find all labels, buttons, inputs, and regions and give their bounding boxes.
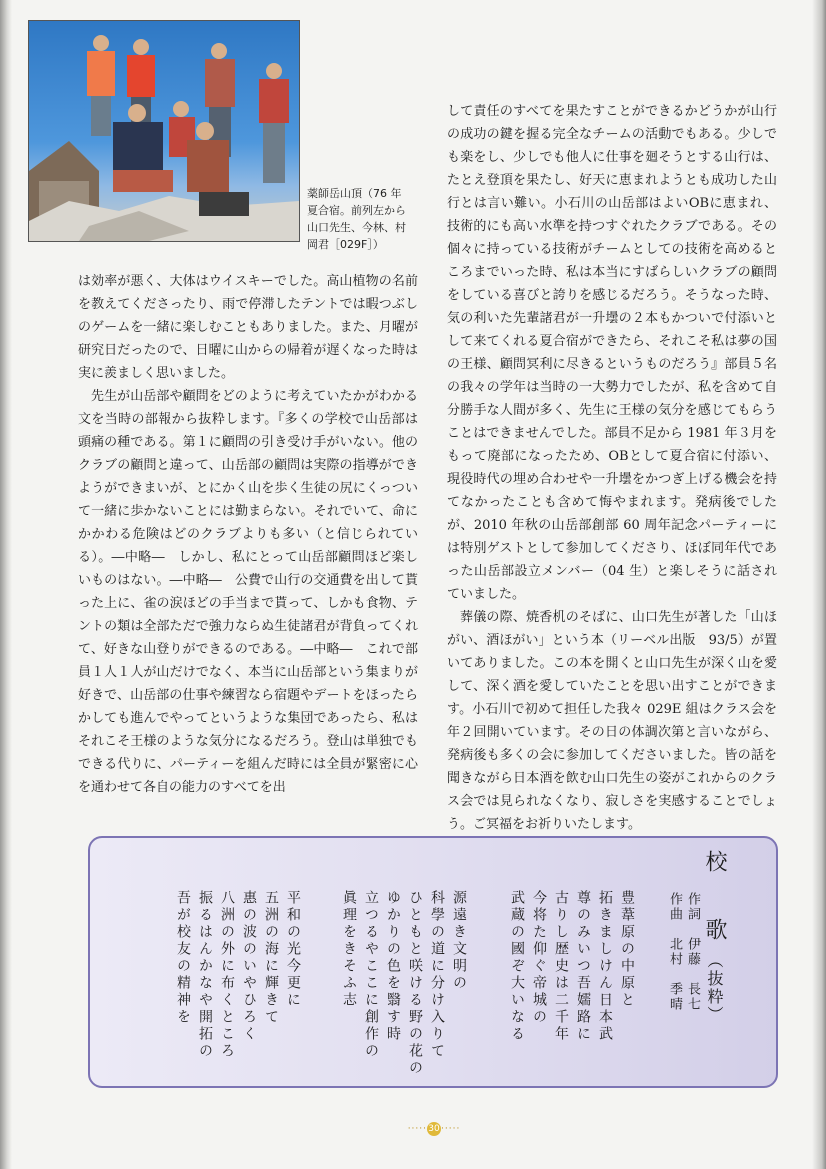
song-line: 豊葦原の中原と	[619, 890, 635, 1009]
page-number-ornament: ·····	[407, 1124, 427, 1134]
song-line: 振るはんかなや開拓の	[197, 890, 213, 1060]
page-binding-edge	[0, 0, 12, 1169]
song-composer: 作曲 北村 季晴	[667, 892, 682, 1012]
song-line: 源遠き文明の	[451, 890, 467, 992]
body-paragraph: して責任のすべてを果たすことができるかどうかが山行の成功の鍵を握る完全なチームの活動でもある。少しでも楽をし、少しでも他人に仕事を廻そうとする山行は、たとえ登頂を果たし、好天に恵まれようとも成功した山行とは言い難い。小石川の山岳部はよいOBに恵まれ、技術的にも高い水準を持つすぐれたクラブである。その個々に持っている技術がチームとしての技術を高めるところまでいった時、私は本当にすばらしいクラブの顧問をしている喜びと誇りを感じるだろう。そうなった時、気の利いた先輩諸君が一升壜の２本もかついで付添いとして来てくれる夏合宿ができたら、それこそ私は夢の国の王様、顧問冥利に尽きるというものだろう』部員５名の我々の学年は当時の一大勢力でしたが、私を含めて自分勝手な人間が多く、先生に王様の気分を感じてもらうことはできませんでした。部員不足から 1981 年３月をもって廃部になったため、OBとして夏合宿に付添い、現役時代の埋め合わせや一升壜をかつぎ上げる機会を持てなかったことも含めて悔やまれます。発病後でしたが、2010 年秋の山岳部創部 60 周年記念パーティーには特別ゲストとして参加してくださり、ほぼ同年代であった山岳部設立メンバー（04 生）と楽しそうに話されていました。	[447, 104, 777, 602]
song-line: 眞理をきそふ志	[341, 890, 357, 1009]
photo-illustration	[29, 21, 299, 241]
song-line: 五洲の海に輝きて	[263, 890, 279, 1026]
photo-caption	[307, 185, 437, 253]
song-line: 尊のみいつ吾嬬路に	[575, 890, 591, 1043]
song-line: 古りし歴史は二千年	[553, 890, 569, 1043]
page-right-edge	[812, 0, 826, 1169]
page-number-ornament: ·····	[441, 1124, 461, 1134]
body-paragraph: は効率が悪く、大体はウイスキーでした。高山植物の名前を教えてくださったり、雨で停滞したテントでは暇つぶしのゲームを一緒に楽しむこともありました。また、月曜が研究日だったので、日曜に山からの帰着が遅くなった時は実に羨ましく思いました。	[78, 274, 418, 381]
song-line: ゆかりの色を翳す時	[385, 890, 401, 1043]
song-title-text: 校 歌	[702, 850, 727, 952]
song-lyricist: 作詞 伊藤 長七	[685, 892, 700, 1012]
song-line: 平和の光今更に	[285, 890, 301, 1009]
summit-group-photo	[28, 20, 300, 242]
body-paragraph: 葬儀の際、焼香机のそばに、山口先生が著した「山ほがい、酒ほがい」という本（リーベル出版 93/5）が置いてありました。この本を開くと山口先生が深く山を愛して、深く酒を愛していたことを思い出すことができます。小石川で初めて担任した我々 029E 組はクラス会を年２回開いています。その日の体調次第と言いながら、発病後も多くの会に参加してくださいました。皆の話を聞きながら日本酒を飲む山口先生の姿がこれからのクラス会では見られなくなり、寂しさを実感することでしょう。ご冥福をお祈りいたします。	[447, 610, 777, 832]
caption-line: 薬師岳山頂（76 年	[307, 187, 402, 200]
song-line: 今将た仰ぐ帝城の	[531, 890, 547, 1026]
song-line: 武蔵の國ぞ大いなる	[509, 890, 525, 1043]
caption-line: 夏合宿。前列左から	[307, 204, 406, 217]
right-text-column	[447, 100, 777, 836]
song-line: 吾が校友の精神を	[175, 890, 191, 1026]
caption-line: 山口先生、今林、村	[307, 221, 406, 234]
song-line: 拓きましけん日本武	[597, 890, 613, 1043]
song-line: 科學の道に分け入りて	[429, 890, 445, 1060]
school-song-title	[700, 850, 730, 1024]
song-line: 立つるやここに創作の	[363, 890, 379, 1060]
body-paragraph: 先生が山岳部や顧問をどのように考えていたかがわかる文を当時の部報から抜粋します。『多くの学校で山岳部は頭痛の種である。第１に顧問の引き受け手がいない。他のクラブの顧問と違って、山岳部の顧問は実際の指導ができようができまいが、とにかく山を歩く生徒の尻にくっついて一緒に歩かないことには勤まらない。それでいて、命にかかわる危険はどのクラブよりも多い（と信じられている）。―中略― しかし、私にとって山岳部顧問ほど楽しいものはない。―中略― 公費で山行の交通費を出して貰った上に、雀の涙ほどの手当まで貰って、しかも食物、テントの類は全部ただで強力ならぬ生徒諸君が背負ってくれて、好きな山登りができるのである。―中略― これで部員１人１人が山だけでなく、本当に山岳部という集まりが好きで、山岳部の仕事や練習なら宿題やデートをほったらかしても進んでやってというような集団であったら、私はそれこそ王様のような気分になるだろう。登山は単独でもできる代りに、パーティーを組んだ時には全員が緊密に心を通わせて各自の能力のすべてを出	[78, 389, 418, 795]
song-line: 惠の波のいやひろく	[241, 890, 257, 1043]
song-title-suffix: （抜粋）	[705, 952, 724, 1024]
caption-line: 岡君［029F］）	[307, 238, 384, 251]
song-line: ひともと咲ける野の花の	[407, 890, 423, 1077]
left-text-column	[78, 270, 418, 799]
song-line: 八洲の外に布くところ	[219, 890, 235, 1060]
page-number	[404, 1122, 464, 1136]
page-number-value: 30	[428, 1124, 440, 1134]
